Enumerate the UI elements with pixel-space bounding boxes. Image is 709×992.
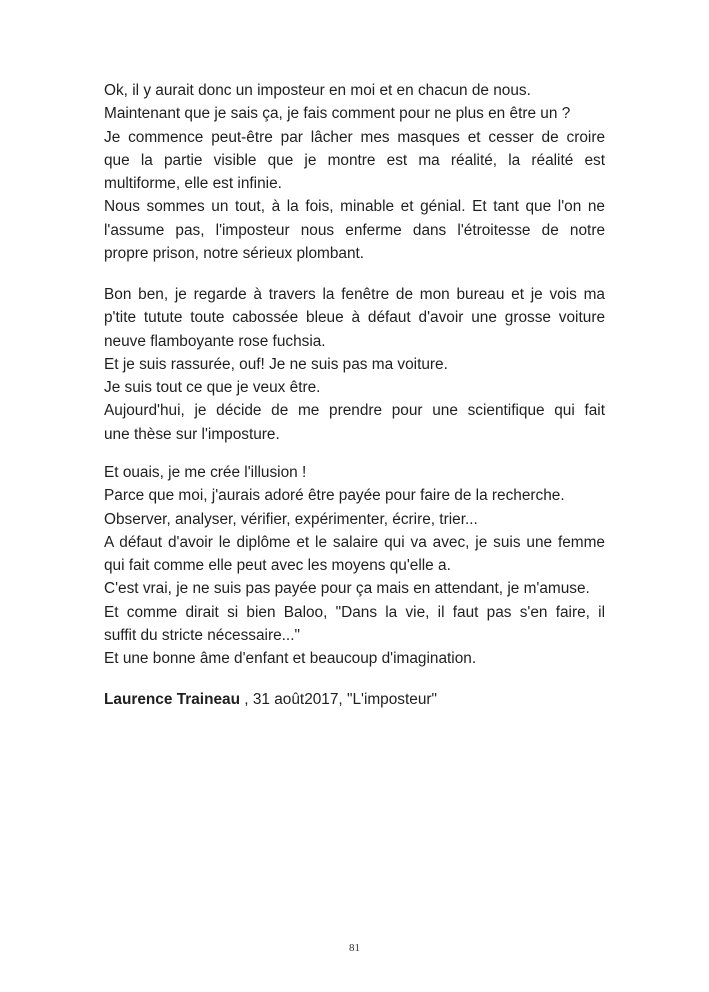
text-line: p'tite tutute toute cabossée bleue à défaut d'avoir une grosse voiture xyxy=(104,309,605,327)
paragraph-3 xyxy=(104,461,605,671)
author-name: Laurence Traineau xyxy=(104,691,241,708)
paragraph-2 xyxy=(104,283,605,446)
page-number: 81 xyxy=(349,942,360,954)
text-line: suffit du stricte nécessaire..." xyxy=(104,627,300,645)
text-line: Bon ben, je regarde à travers la fenêtre de mon bureau et je vois ma xyxy=(104,286,605,303)
text-line: Et je suis rassurée, ouf! Je ne suis pas ma voiture. xyxy=(104,355,448,373)
text-line: Parce que moi, j'aurais adoré être payée pour faire de la recherche. xyxy=(104,487,565,505)
text-line: Nous sommes un tout, à la fois, minable et génial. Et tant que l'on ne xyxy=(104,198,605,216)
text-line: Maintenant que je sais ça, je fais comment pour ne plus en être un ? xyxy=(104,105,571,123)
text-line: Et ouais, je me crée l'illusion ! xyxy=(104,464,307,481)
text-line: Et comme dirait si bien Baloo, "Dans la vie, il faut pas s'en faire, il xyxy=(104,603,605,621)
text-line: Observer, analyser, vérifier, expérimenter, écrire, trier... xyxy=(104,510,478,528)
paragraph-1 xyxy=(104,79,605,265)
signature-details: , 31 août2017, "L'imposteur" xyxy=(240,691,437,708)
text-line: neuve flamboyante rose fuchsia. xyxy=(104,332,326,350)
signature xyxy=(104,688,605,711)
text-line: C'est vrai, je ne suis pas payée pour ça mais en attendant, je m'amuse. xyxy=(104,580,590,598)
text-line: Et une bonne âme d'enfant et beaucoup d'imagination. xyxy=(104,650,477,668)
text-line: multiforme, elle est infinie. xyxy=(104,175,282,193)
text-line: une thèse sur l'imposture. xyxy=(104,425,280,443)
text-line: Je suis tout ce que je veux être. xyxy=(104,379,321,397)
text-line: que la partie visible que je montre est ma réalité, la réalité est xyxy=(104,151,605,169)
text-line: Aujourd'hui, je décide de me prendre pour une scientifique qui fait xyxy=(104,402,605,420)
text-line: l'assume pas, l'imposteur nous enferme dans l'étroitesse de notre xyxy=(104,221,605,239)
text-line: Ok, il y aurait donc un imposteur en moi et en chacun de nous. xyxy=(104,82,531,99)
text-line: Je commence peut-être par lâcher mes masques et cesser de croire xyxy=(104,128,605,146)
text-line: qui fait comme elle peut avec les moyens qu'elle a. xyxy=(104,557,451,575)
text-line: propre prison, notre sérieux plombant. xyxy=(104,245,365,263)
text-line: A défaut d'avoir le diplôme et le salaire qui va avec, je suis une femme xyxy=(104,533,605,551)
